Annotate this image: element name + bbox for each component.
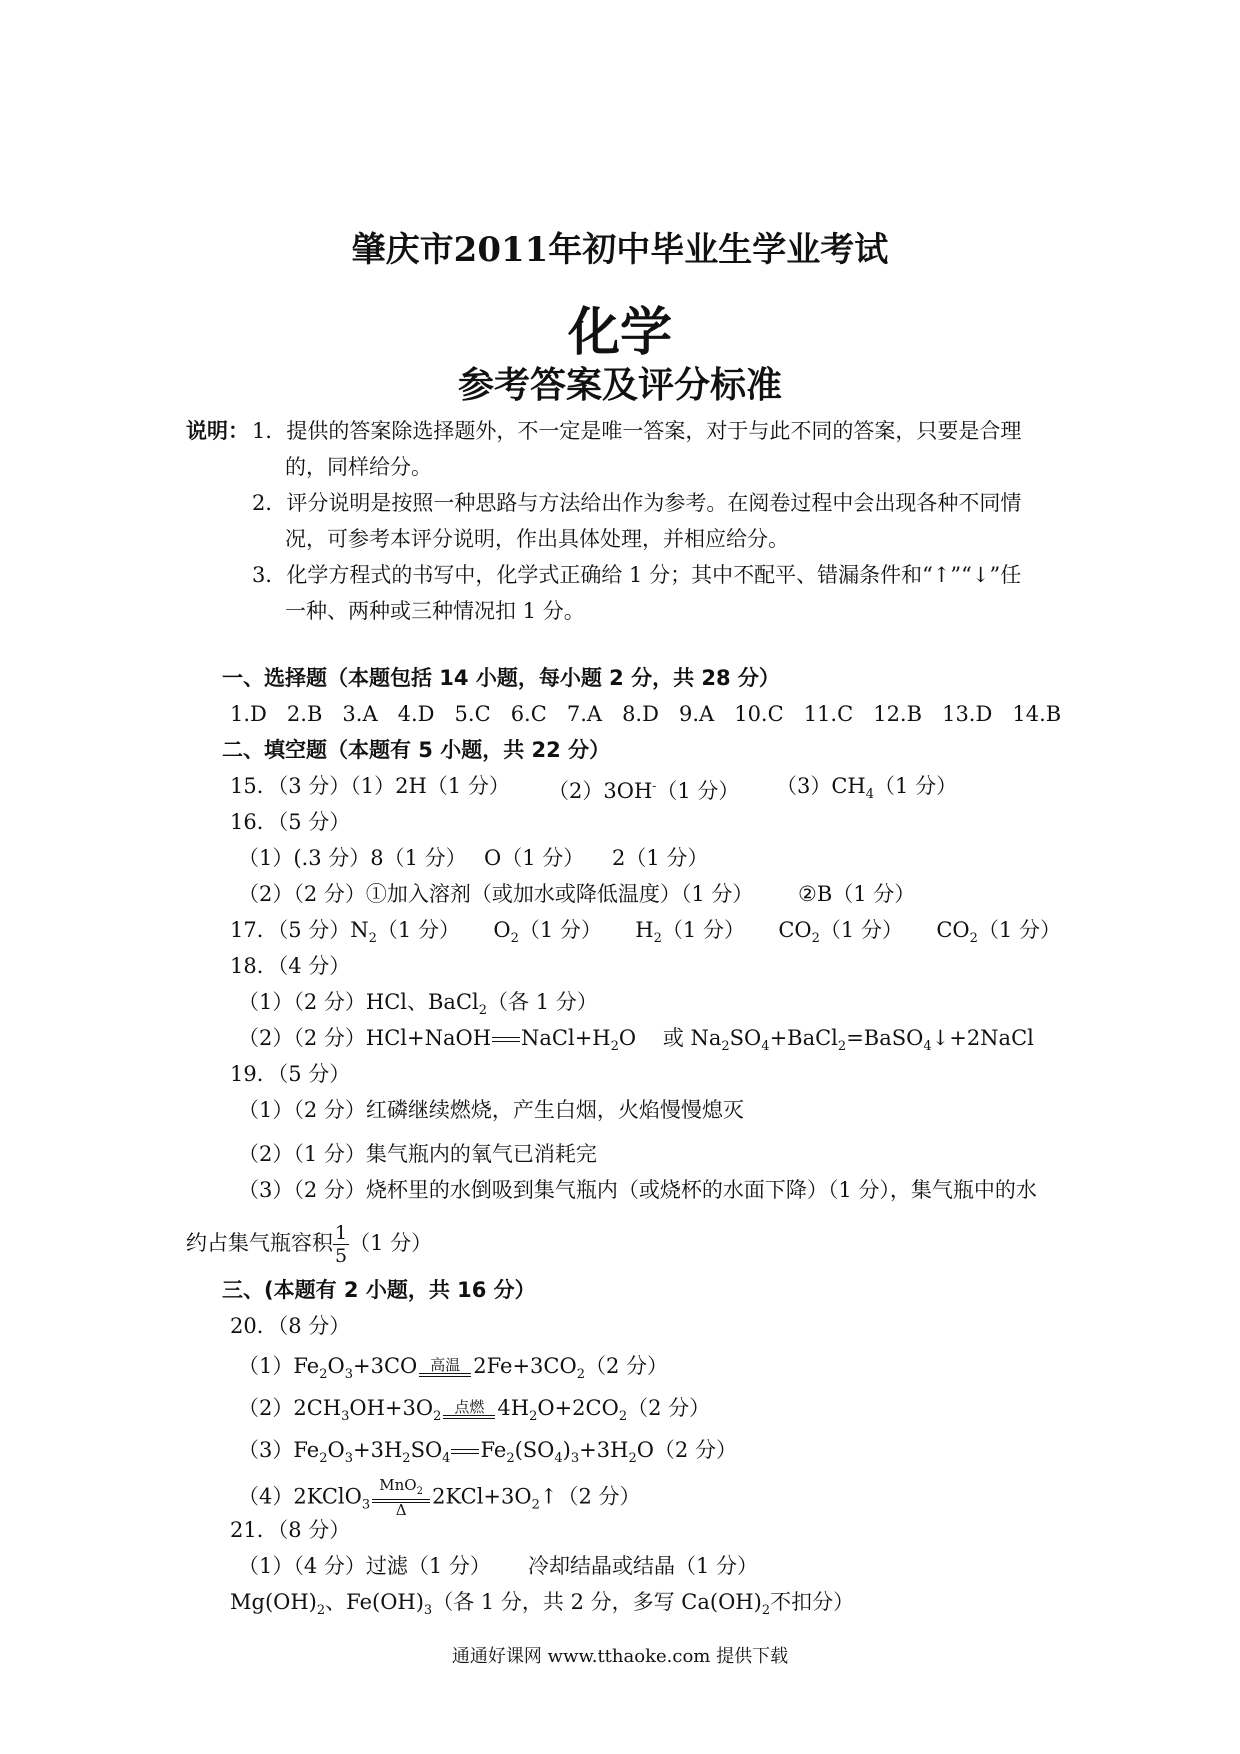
- q16-2-a: （2）（2 分）①加入溶剂（或加水或降低温度）（1 分）: [238, 882, 754, 906]
- answer-9: 9.A: [678, 702, 715, 726]
- section-3-heading: 三、(本题有 2 小题，共 16 分）: [222, 1278, 536, 1302]
- q15-part-3: $(3)CH_4(1$ 分）: [776, 774, 958, 803]
- condition-catalyst-heat: MnO$_2$ Δ: [372, 1478, 430, 1518]
- answer-7: 7.A: [566, 702, 603, 726]
- q18-2: （2）（2 分）HCl+NaOH $NaCl+H_2O$ 或 $Na_2SO_4+BaCl_2=BaSO_4↓+2NaCl$: [238, 1026, 1034, 1055]
- answer-8: 8.D: [622, 702, 659, 726]
- answer-5: 5.C: [454, 702, 491, 726]
- q21-2: $Mg(OH)_2$、$Fe(OH)_3$（各 1 分，共 2 分，多写 $Ca(OH)_2$不扣分）: [230, 1590, 855, 1619]
- q16-heading: 16．（5 分）: [230, 810, 351, 834]
- q16-1-b: O（1 分）: [484, 846, 585, 870]
- section-2-heading: 二、填空题（本题有 5 小题，共 22 分）: [222, 738, 611, 762]
- notes-label: 说明：: [186, 419, 249, 443]
- exam-title: 肇庆市2011年初中毕业生学业考试: [351, 230, 889, 270]
- condition-ignite: 点燃: [443, 1400, 495, 1419]
- q18-heading: 18．（4 分）: [230, 954, 351, 978]
- note-2-line-1: 2．评分说明是按照一种思路与方法给出作为参考。在阅卷过程中会出现各种不同情: [252, 491, 1022, 515]
- q19-3-line-1: （3）（2 分）烧杯里的水倒吸到集气瓶内（或烧杯的水面下降）（1 分），集气瓶中的水: [238, 1178, 1037, 1202]
- q17-answers: 17．（5 分）$N_2(1$ 分） $O_2(1$ 分） $H_2(1$ 分） $CO_2(1$ 分） $CO_2(1$ 分）: [230, 918, 1061, 947]
- answer-3: 3.A: [342, 702, 378, 726]
- note-2-line-2: 况，可参考本评分说明，作出具体处理，并相应给分。: [285, 527, 789, 551]
- q15-part-2: （2）3OH-（1 分）: [548, 779, 740, 803]
- q20-4: （4）2KClO$_3$ MnO$_2$ Δ $2KCl+3O_2↑(2$ 分）: [238, 1476, 641, 1519]
- q20-1: $(1)Fe_2O_3+3CO$ 高温 $2Fe+3CO_2(2$ 分）: [238, 1354, 669, 1383]
- answer-11: 11.C: [803, 702, 854, 726]
- q16-2-b: ②B（1 分）: [798, 882, 916, 906]
- answer-key-title: 参考答案及评分标准: [457, 365, 782, 406]
- answer-2: 2.B: [286, 702, 323, 726]
- q19-1: （1）（2 分）红磷继续燃烧，产生白烟，火焰慢慢熄灭: [238, 1098, 744, 1122]
- q16-1-c: 2（1 分）: [612, 846, 709, 870]
- answer-13: 13.D: [942, 702, 993, 726]
- answer-1: 1.D: [230, 702, 267, 726]
- note-3-line-1: 3．化学方程式的书写中，化学式正确给 1 分；其中不配平、错漏条件和“↑”“↓”任: [252, 563, 1022, 587]
- answer-6: 6.C: [510, 702, 547, 726]
- q19-heading: 19．（5 分）: [230, 1062, 351, 1086]
- q21-1-b: 冷却结晶或结晶（1 分）: [528, 1554, 759, 1578]
- q19-3-line-2: 约占集气瓶容积 $\frac{1}{5}$ （1 分）: [186, 1222, 433, 1267]
- note-1-line-2: 的，同样给分。: [285, 455, 432, 479]
- q21-heading: 21．（8 分）: [230, 1518, 351, 1542]
- q20-heading: 20．（8 分）: [230, 1314, 351, 1338]
- note-3-line-2: 一种、两种或三种情况扣 1 分。: [285, 599, 585, 623]
- answer-14: 14.B: [1012, 702, 1062, 726]
- fraction-one-fifth: $\frac{1}{5}$: [335, 1222, 348, 1267]
- section-1-heading: 一、选择题（本题包括 14 小题，每小题 2 分，共 28 分）: [222, 666, 780, 690]
- subject-title: 化学: [567, 303, 672, 363]
- condition-high-temp: 高温: [419, 1358, 471, 1377]
- answer-12: 12.B: [873, 702, 923, 726]
- footer-source: 通通好课网 www.tthaoke.com 提供下载: [451, 1646, 789, 1667]
- answer-4: 4.D: [397, 702, 435, 726]
- q20-2: $(2)2CH_3OH+3O_2$ 点燃 $4H_2O+2CO_2(2$ 分）: [238, 1396, 711, 1425]
- q20-3: $(3)Fe_2O_3+3H_2SO_4$ $Fe_2(SO_4)_3+3H_2O(2$ 分）: [238, 1438, 737, 1467]
- q18-1: （1）（2 分）HCl、BaCl$_2$（各 1 分）: [238, 990, 598, 1019]
- answer-10: 10.C: [734, 702, 784, 726]
- choice-answers: [230, 700, 1061, 728]
- q16-1-a: （1）(.3 分）8（1 分）: [238, 846, 467, 870]
- q21-1-a: （1）（4 分）过滤（1 分）: [238, 1554, 491, 1578]
- q15-part-1: 15．（3 分）（1）2H（1 分）: [230, 774, 510, 798]
- q19-2: （2）（1 分）集气瓶内的氧气已消耗完: [238, 1142, 597, 1166]
- note-1-line-1: 1．提供的答案除选择题外，不一定是唯一答案，对于与此不同的答案，只要是合理: [252, 419, 1022, 443]
